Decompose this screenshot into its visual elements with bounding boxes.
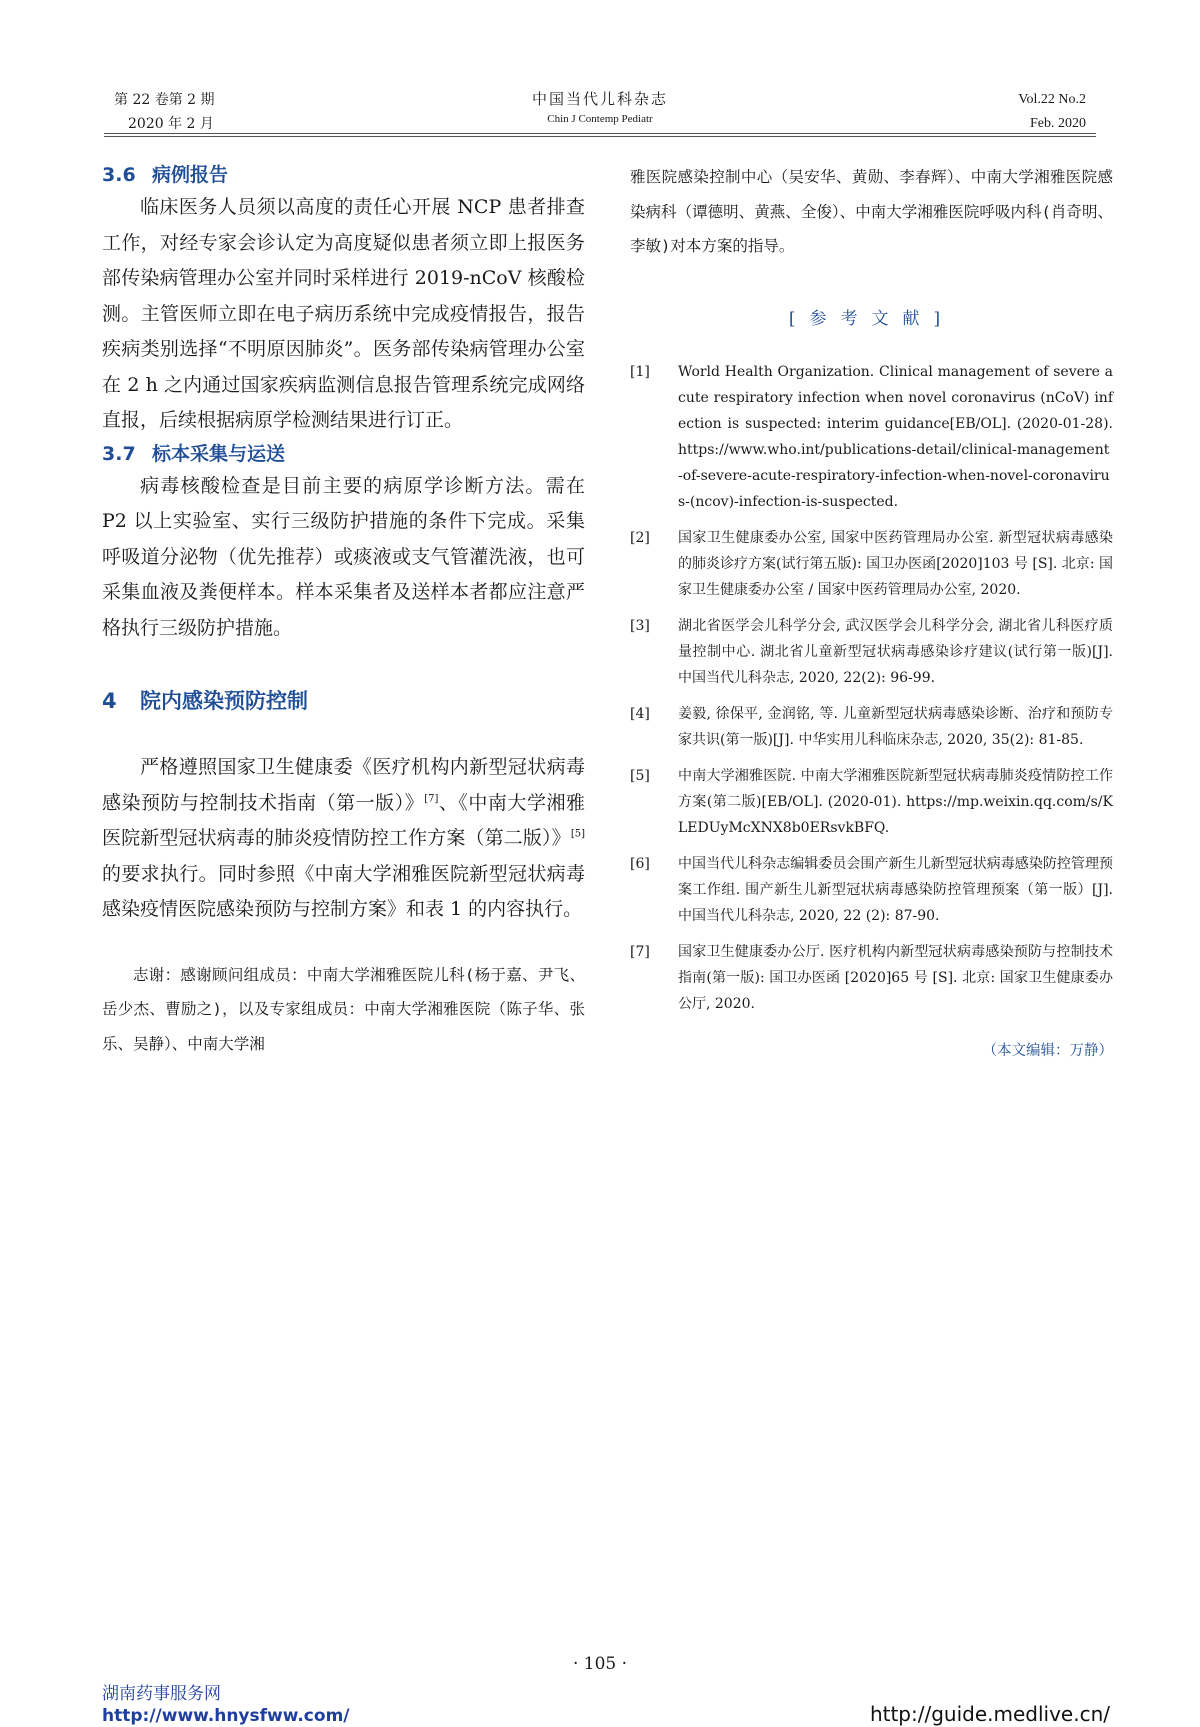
acknowledgement-continued: 雅医院感染控制中心（吴安华、黄勋、李春辉）、中南大学湘雅医院感染病科（谭德明、黄燕、全俊）、中南大学湘雅医院呼吸内科(肖奇明、李敏)对本方案的指导。 [630, 168, 1113, 255]
header-issue-info-en [1018, 88, 1086, 136]
reference-item [630, 851, 1113, 929]
reference-number: [3] [630, 617, 650, 634]
header-volume-en: Vol.22 No.2 [1018, 92, 1086, 107]
paragraph-infection-control [102, 750, 585, 928]
left-column [102, 160, 585, 1061]
reference-number: [4] [630, 705, 650, 722]
reference-number: [7] [630, 943, 650, 960]
section-heading-3-7 [102, 439, 585, 469]
header-date-en: Feb. 2020 [1030, 116, 1086, 131]
reference-item [630, 613, 1113, 691]
reference-list [630, 359, 1113, 1017]
journal-title-cn: 中国当代儿科杂志 [531, 90, 668, 108]
header-rule-secondary [104, 136, 1096, 137]
section-heading-4 [102, 686, 585, 716]
reference-item [630, 525, 1113, 603]
reference-text: 姜毅, 徐保平, 金润铭, 等. 儿童新型冠状病毒感染诊断、治疗和预防专家共识(第一版)[J]. 中华实用儿科临床杂志, 2020, 35(2): 81-85. [678, 705, 1113, 748]
reference-item [630, 701, 1113, 753]
reference-text: 湖北省医学会儿科学分会, 武汉医学会儿科学分会, 湖北省儿科医疗质量控制中心. 湖北省儿童新型冠状病毒感染诊疗建议(试行第一版)[J]. 中国当代儿科杂志, 2020, 22(2): 96-99. [678, 617, 1113, 686]
citation-5[interactable]: [5] [570, 828, 585, 840]
paragraph-text: 、《中南大学湘雅医院新型冠状病毒的肺炎疫情防控工作方案（第二版）》 [102, 791, 585, 849]
references-heading: [参考文献] [788, 308, 955, 329]
page-number: · 105 · [572, 1654, 628, 1674]
footer-watermark-left [102, 1683, 350, 1727]
site-name: 湖南药事服务网 [102, 1684, 221, 1704]
reference-item [630, 939, 1113, 1017]
paragraph-case-report: 临床医务人员须以高度的责任心开展 NCP 患者排查工作，对经专家会诊认定为高度疑似患者须立即上报医务部传染病管理办公室并同时采样进行 2019-nCoV 核酸检测。主管医师立即在电子病历系统中完成疫情报告，报告疾病类别选择“不明原因肺炎”。医务部传染病管理办公室在 2 h 之内通过国家疾病监测信息报告管理系统完成网络直报，后续根据病原学检测结果进行订正。 [102, 196, 585, 431]
paragraph-specimen-collection: 病毒核酸检查是目前主要的病原学诊断方法。需在 P2 以上实验室、实行三级防护措施的条件下完成。采集呼吸道分泌物（优先推荐）或痰液或支气管灌洗液，也可采集血液及粪便样本。样本采集者及送样本者都应注意严格执行三级防护措施。 [102, 474, 585, 639]
reference-text: 国家卫生健康委办公厅. 医疗机构内新型冠状病毒感染预防与控制技术指南(第一版): 国卫办医函 [2020]65 号 [S]. 北京: 国家卫生健康委办公厅, 2020. [678, 943, 1113, 1012]
reference-item [630, 359, 1113, 515]
footer-url-link[interactable]: http://guide.medlive.cn/ [869, 1702, 1110, 1726]
running-header [104, 84, 1096, 134]
reference-text: 中国当代儿科杂志编辑委员会围产新生儿新型冠状病毒感染防控管理预案工作组. 围产新生儿新型冠状病毒感染防控管理预案（第一版）[J]. 中国当代儿科杂志, 2020, 22 (2): 87-90. [678, 855, 1113, 924]
section-title: 病例报告 [152, 164, 229, 186]
header-volume: 第 22 卷第 2 期 [114, 92, 215, 108]
reference-number: [2] [630, 529, 650, 546]
reference-item [630, 763, 1113, 841]
reference-text: 中南大学湘雅医院. 中南大学湘雅医院新型冠状病毒肺炎疫情防控工作方案(第二版)[EB/OL]. (2020-01). https://mp.weixin.qq.com/s/KLEDUyMcXNX8b0ERsvkBFQ. [678, 767, 1113, 836]
right-column [630, 160, 1113, 1060]
section-title: 标本采集与运送 [152, 442, 286, 465]
paragraph-text: 的要求执行。同时参照《中南大学湘雅医院新型冠状病毒感染疫情医院感染预防与控制方案》和表 1 的内容执行。 [102, 862, 585, 920]
reference-text: World Health Organization. Clinical management of severe acute respiratory infection when novel coronavirus (nCoV) infection is suspected: interim guidance[EB/OL]. (2020-01-28). https://www.who.int/publications-detail/clinical-management-of-severe-acute-respiratory-infection-when-novel-coronavirus-(ncov)-infection-is-suspected. [678, 363, 1113, 510]
paragraph-text: 严格遵照国家卫生健康委《医疗机构内新型冠状病毒感染预防与控制技术指南（第一版）》 [102, 756, 585, 814]
section-heading-3-6 [102, 160, 585, 190]
site-url-link[interactable]: http://www.hnysfww.com/ [102, 1706, 350, 1726]
reference-number: [6] [630, 855, 650, 872]
reference-text: 国家卫生健康委办公室, 国家中医药管理局办公室. 新型冠状病毒感染的肺炎诊疗方案(试行第五版): 国卫办医函[2020]103 号 [S]. 北京: 国家卫生健康委办公室 / 国家中医药管理局办公室, 2020. [678, 529, 1113, 598]
reference-number: [5] [630, 767, 650, 784]
header-rule [104, 133, 1096, 134]
section-title: 院内感染预防控制 [140, 689, 308, 713]
section-number: 3.7 [102, 442, 136, 465]
header-date-cn: 2020 年 2 月 [128, 116, 214, 132]
journal-title-en: Chin J Contemp Pediatr [547, 113, 653, 125]
editor-credit: （本文编辑：万静） [982, 1042, 1113, 1059]
citation-7[interactable]: [7] [424, 793, 439, 805]
reference-number: [1] [630, 363, 650, 380]
section-number: 4 [102, 689, 117, 713]
section-number: 3.6 [102, 164, 136, 186]
acknowledgement: 志谢：感谢顾问组成员：中南大学湘雅医院儿科(杨于嘉、尹飞、岳少杰、曹励之)，以及专家组成员：中南大学湘雅医院（陈子华、张乐、吴静）、中南大学湘 [102, 965, 585, 1053]
header-journal-title [104, 88, 1096, 128]
